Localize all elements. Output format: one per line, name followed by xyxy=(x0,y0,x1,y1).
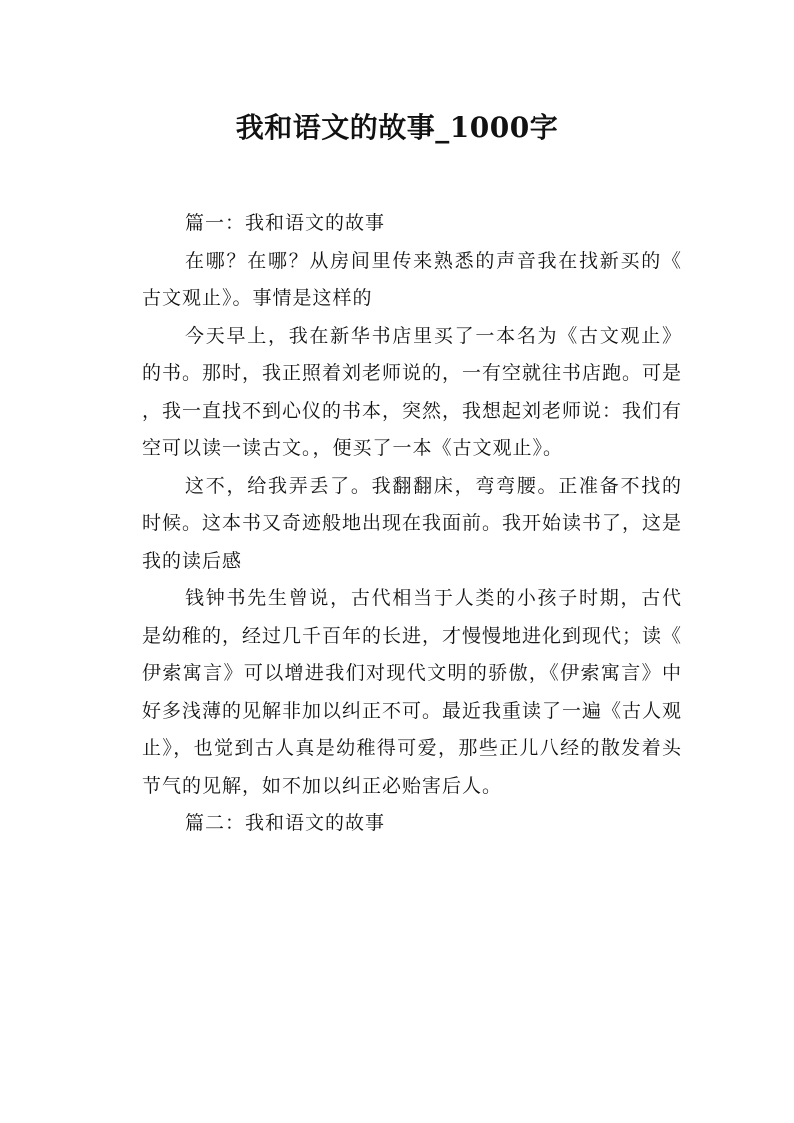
paragraph: 钱钟书先生曾说，古代相当于人类的小孩子时期，古代是幼稚的，经过几千百年的长进，才慢慢地进化到现代；读《伊索寓言》可以增进我们对现代文明的骄傲，《伊索寓言》中好多浅薄的见解非加以纠正不可。最近我重读了一遍《古人观止》，也觉到古人真是幼稚得可爱，那些正儿八经的散发着头节气的见解，如不加以纠正必贻害后人。 xyxy=(142,587,683,797)
document-title: 我和语文的故事_1000字 xyxy=(235,111,559,144)
section-heading-1: 篇一：我和语文的故事 xyxy=(185,212,386,234)
paragraph: 今天早上，我在新华书店里买了一本名为《古文观止》的书。那时，我正照着刘老师说的，一有空就往书店跑。可是，我一直找不到心仪的书本，突然，我想起刘老师说：我们有空可以读一读古文。，便买了一本《古文观止》。 xyxy=(142,324,683,459)
paragraph: 这不，给我弄丢了。我翻翻床，弯弯腰。正准备不找的时候。这本书又奇迹般地出现在我面前。我开始读书了，这是我的读后感 xyxy=(142,474,683,572)
paragraph: 在哪？在哪？从房间里传来熟悉的声音我在找新买的《古文观止》。事情是这样的 xyxy=(142,249,682,309)
section-heading-2: 篇二：我和语文的故事 xyxy=(185,812,386,834)
document-body xyxy=(142,205,682,843)
